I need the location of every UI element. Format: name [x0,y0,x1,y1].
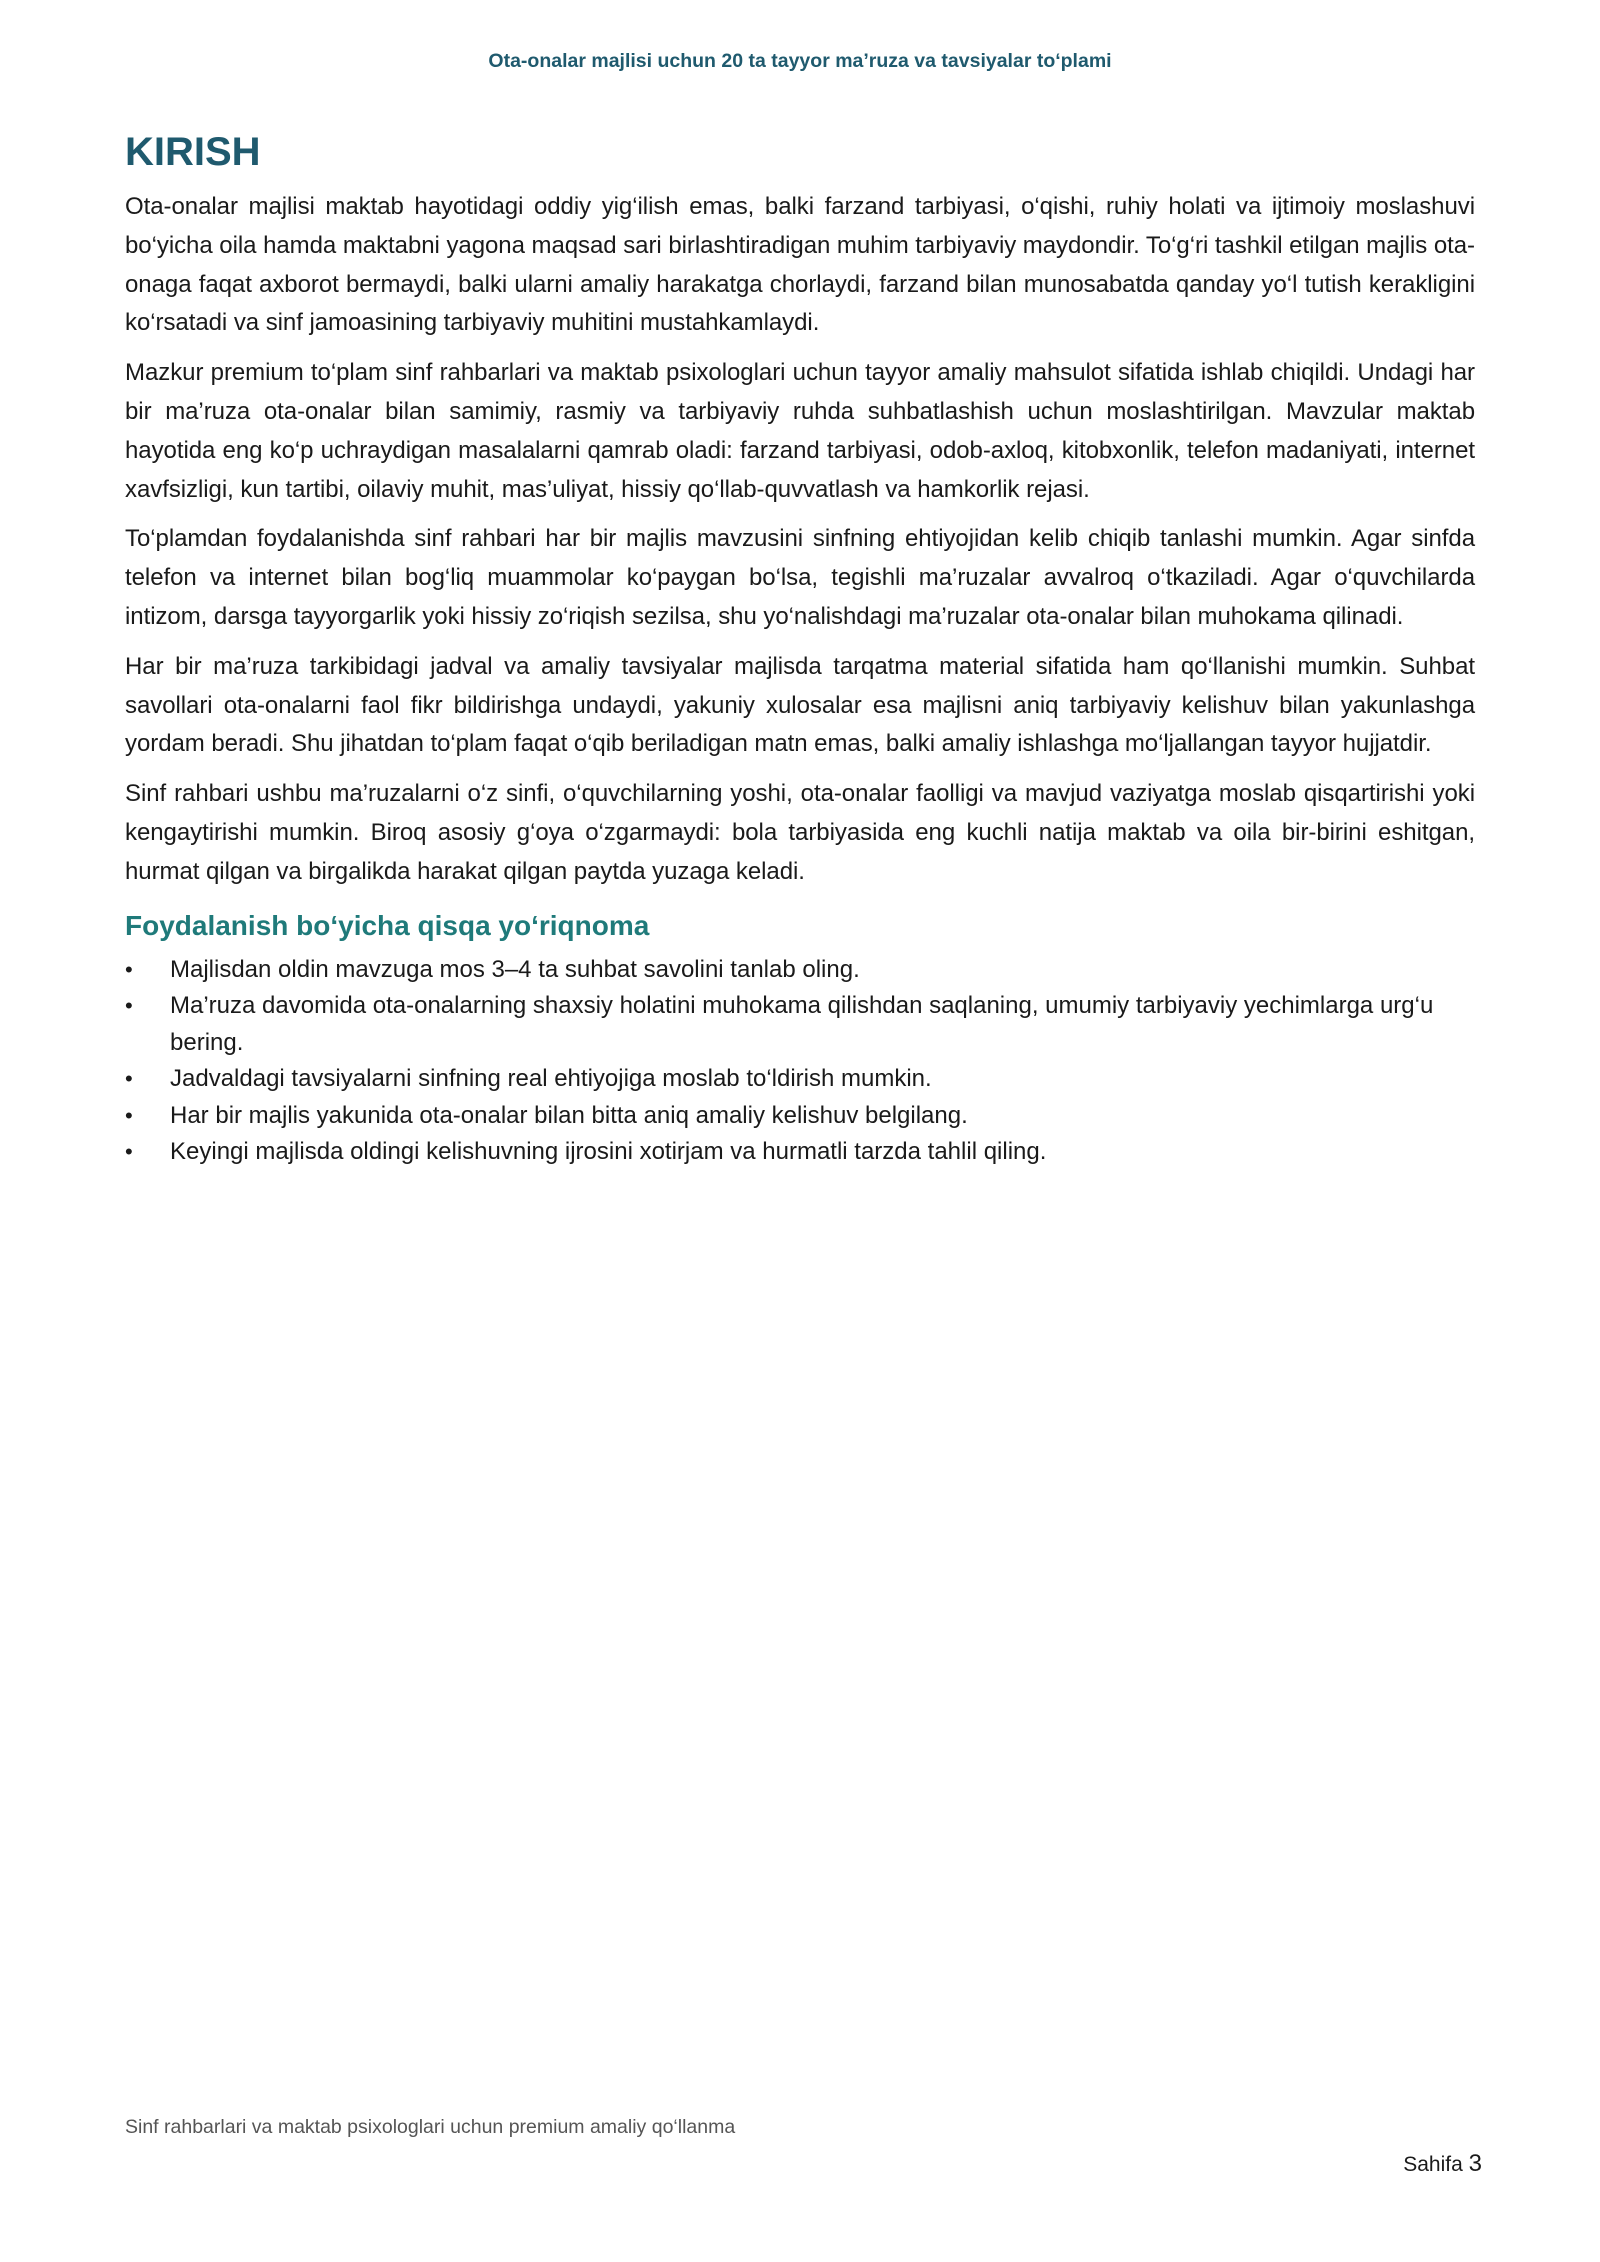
page-content [125,128,1475,1171]
page-number [1403,2150,1482,2178]
guide-list [125,952,1475,1171]
bullet-icon: • [125,993,133,1019]
running-header: Ota-onalar majlisi uchun 20 ta tayyor ma’ruza va tavsiyalar to‘plami [488,50,1112,72]
intro-paragraph-5: Sinf rahbari ushbu ma’ruzalarni o‘z sinfi, o‘quvchilarning yoshi, ota-onalar faolligi va mavjud vaziyatga moslab qisqartirishi yoki kengaytirishi mumkin. Biroq asosiy g‘oya o‘zgarmaydi: bola tarbiyasida eng kuchli natija maktab va oila bir-birini eshitgan, hurmat qilgan va birgalikda harakat qilgan paytda yuzaga keladi. [125,780,1475,885]
bullet-icon: • [125,1102,133,1128]
guide-list-item [125,1134,1475,1171]
bullet-icon: • [125,1139,133,1165]
bullet-icon: • [125,956,133,982]
section-heading: KIRISH [125,130,261,174]
guide-list-item [125,1061,1475,1098]
running-footer: Sinf rahbarlari va maktab psixologlari uchun premium amaliy qo‘llanma [125,2116,736,2138]
guide-list-item [125,952,1475,989]
guide-item-text: Keyingi majlisda oldingi kelishuvning ijrosini xotirjam va hurmatli tarzda tahlil qiling. [170,1138,1047,1166]
guide-heading: Foydalanish bo‘yicha qisqa yo‘riqnoma [125,909,650,941]
guide-list-item [125,1098,1475,1135]
guide-item-text: Jadvaldagi tavsiyalarni sinfning real ehtiyojiga moslab to‘ldirish mumkin. [170,1065,932,1093]
intro-paragraph-3: To‘plamdan foydalanishda sinf rahbari har bir majlis mavzusini sinfning ehtiyojidan kelib chiqib tanlashi mumkin. Agar sinfda telefon va internet bilan bog‘liq muammolar ko‘paygan bo‘lsa, tegishli ma’ruzalar avvalroq o‘tkaziladi. Agar o‘quvchilarda intizom, darsga tayyorgarlik yoki hissiy zo‘riqish sezilsa, shu yo‘nalishdagi ma’ruzalar ota-onalar bilan muhokama qilinadi. [125,525,1475,630]
guide-item-text: Har bir majlis yakunida ota-onalar bilan bitta aniq amaliy kelishuv belgilang. [170,1101,968,1129]
intro-paragraph-2: Mazkur premium to‘plam sinf rahbarlari va maktab psixologlari uchun tayyor amaliy mahsulot sifatida ishlab chiqildi. Undagi har bir ma’ruza ota-onalar bilan samimiy, rasmiy va tarbiyaviy ruhda suhbatlashish uchun moslashtirilgan. Mavzular maktab hayotida eng ko‘p uchraydigan masalalarni qamrab oladi: farzand tarbiyasi, odob-axloq, kitobxonlik, telefon madaniyati, internet xavfsizligi, kun tartibi, oilaviy muhit, mas’uliyat, hissiy qo‘llab-quvvatlash va hamkorlik rejasi. [125,359,1475,503]
intro-paragraph-1: Ota-onalar majlisi maktab hayotidagi oddiy yig‘ilish emas, balki farzand tarbiyasi, o‘qishi, ruhiy holati va ijtimoiy moslashuvi bo‘yicha oila hamda maktabni yagona maqsad sari birlashtiradigan muhim tarbiyaviy maydondir. To‘g‘ri tashkil etilgan majlis ota-onaga faqat axborot bermaydi, balki ularni amaliy harakatga chorlaydi, farzand bilan munosabatda qanday yo‘l tutish kerakligini ko‘rsatadi va sinf jamoasining tarbiyaviy muhitini mustahkamlaydi. [125,193,1475,337]
guide-item-text: Majlisdan oldin mavzuga mos 3–4 ta suhbat savolini tanlab oling. [170,955,860,983]
page-number-value: 3 [1468,2150,1482,2177]
intro-paragraph-4: Har bir ma’ruza tarkibidagi jadval va amaliy tavsiyalar majlisda tarqatma material sifatida ham qo‘llanishi mumkin. Suhbat savollari ota-onalarni faol fikr bildirishga undaydi, yakuniy xulosalar esa majlisni aniq tarbiyaviy kelishuv bilan yakunlashga yordam beradi. Shu jihatdan to‘plam faqat o‘qib beriladigan matn emas, balki amaliy ishlashga mo‘ljallangan tayyor hujjatdir. [125,652,1475,758]
guide-item-text: Ma’ruza davomida ota-onalarning shaxsiy holatini muhokama qilishdan saqlaning, umumiy tarbiyaviy yechimlarga urg‘u bering. [170,992,1434,1056]
guide-list-item [125,988,1475,1061]
bullet-icon: • [125,1066,133,1092]
page-label: Sahifa [1403,2153,1463,2176]
